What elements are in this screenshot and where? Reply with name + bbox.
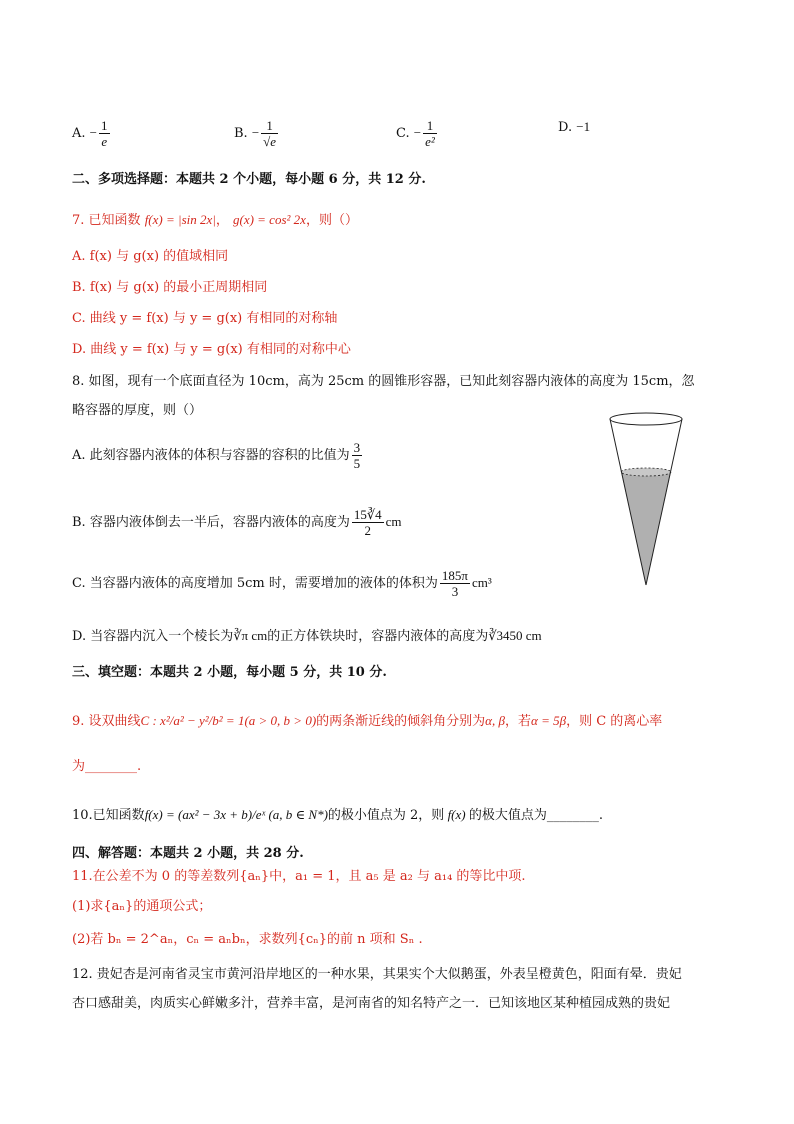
cone-container-figure <box>600 405 690 595</box>
q10: 10.已知函数f(x) = (ax² − 3x + b)/eˣ (a, b ∈ N*)的极小值点为 2，则 f(x) 的极大值点为________. <box>72 807 603 823</box>
q8-option-c: C. 当容器内液体的高度增加 5cm 时，需要增加的液体的体积为 $\frac{185\pi}{3}$ cm³ <box>72 568 492 599</box>
q11-line3: (2)若 bₙ = 2^aₙ，cₙ = aₙbₙ，求数列{cₙ}的前 n 项和 Sₙ . <box>72 932 423 947</box>
section-heading-fill-in: 三、填空题：本题共 2 小题，每小题 5 分，共 10 分. <box>72 665 387 680</box>
section-heading-solutions: 四、解答题：本题共 2 小题，共 28 分. <box>72 846 304 861</box>
q8-option-d: D. 当容器内沉入一个棱长为∛π cm的正方体铁块时，容器内液体的高度为∛3450 cm <box>72 628 542 644</box>
q7-stem: 7. 已知函数 f(x) = |sin 2x|， g(x) = cos² 2x，则（） <box>72 212 358 228</box>
q6-option-d: D. −1 <box>558 119 591 135</box>
section-heading-multiple-choice: 二、多项选择题：本题共 2 个小题，每小题 6 分，共 12 分. <box>72 172 426 187</box>
q9-line2: 为________. <box>72 759 142 774</box>
q8-stem-line2: 略容器的厚度，则（） <box>72 403 203 418</box>
q8-stem-line1: 8. 如图，现有一个底面直径为 10cm，高为 25cm 的圆锥形容器，已知此刻容器内液体的高度为 15cm，忽 <box>72 374 695 389</box>
q7-option-c: C. 曲线 y = f(x) 与 y = g(x) 有相同的对称轴 <box>72 311 338 326</box>
q8-option-a: A. 此刻容器内液体的体积与容器的容积的比值为 $\frac{3}{5}$ <box>72 440 361 471</box>
q8-option-b: B. 容器内液体倒去一半后，容器内液体的高度为 $\frac{15∛4}{2}$ cm <box>72 507 402 538</box>
cone-liquid <box>621 472 671 585</box>
cone-rim <box>610 413 682 425</box>
q6-option-c: C. − $\frac{1}{\text{e²}}$ <box>396 118 435 149</box>
q6-option-a: A. − $\frac{1}{e}$ <box>72 118 108 149</box>
q9-line1: 9. 设双曲线C : x²/a² − y²/b² = 1(a > 0, b > 0)的两条渐近线的倾斜角分别为α, β，若α = 5β，则 C 的离心率 <box>72 713 663 729</box>
q12-line1: 12. 贵妃杏是河南省灵宝市黄河沿岸地区的一种水果，其果实个大似鹅蛋，外表呈橙黄色，阳面有晕．贵妃 <box>72 967 682 982</box>
q12-line2: 杏口感甜美，肉质实心鲜嫩多汁，营养丰富，是河南省的知名特产之一．已知该地区某种植园成熟的贵妃 <box>72 996 671 1011</box>
q7-option-d: D. 曲线 y = f(x) 与 y = g(x) 有相同的对称中心 <box>72 342 351 357</box>
q7-option-a: A. f(x) 与 g(x) 的值域相同 <box>72 249 229 264</box>
q6-option-b: B. − $\frac{1}{√e}$ <box>234 118 277 149</box>
q11-line1: 11.在公差不为 0 的等差数列{aₙ}中，a₁ = 1，且 a₅ 是 a₂ 与 a₁₄ 的等比中项. <box>72 869 526 884</box>
q7-option-b: B. f(x) 与 g(x) 的最小正周期相同 <box>72 280 268 295</box>
cone-liquid-surface <box>621 468 671 476</box>
q11-line2: (1)求{aₙ}的通项公式； <box>72 899 212 914</box>
